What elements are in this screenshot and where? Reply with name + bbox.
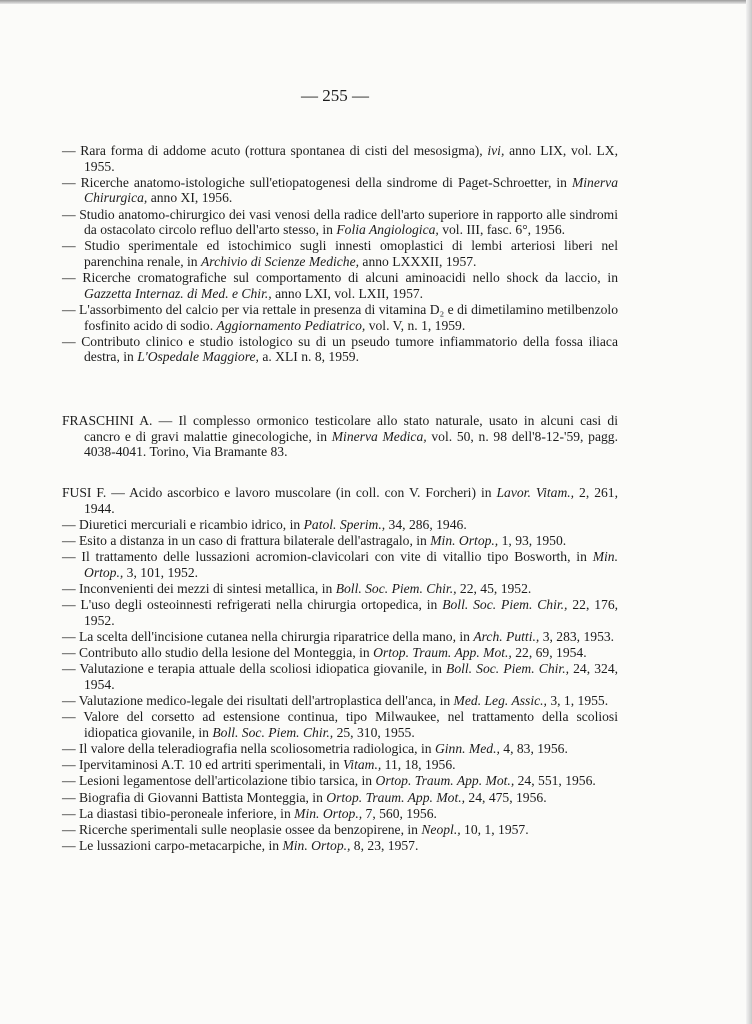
journal-title: Boll. Soc. Piem. Chir., xyxy=(335,580,457,596)
entry-text: — Studio anatomo-chirurgico dei vasi venosi della radice dell'arto superiore in rapporto alle sindromi da ostacolato circolo refluo dell'arto stesso, in xyxy=(62,206,618,238)
journal-title: Boll. Soc. Piem. Chir., xyxy=(446,661,569,677)
bibliography-entry xyxy=(62,238,618,269)
journal-title: Gazzetta Internaz. di Med. e Chir., xyxy=(84,285,272,301)
journal-title: Archivio di Scienze Mediche, xyxy=(201,253,360,269)
entry-text: 8, 23, 1957. xyxy=(350,838,419,854)
scan-top-edge xyxy=(0,0,752,4)
bibliography-section-fraschini xyxy=(62,413,618,460)
entry-text: — Ricerche sperimentali sulle neoplasie ossee da benzopirene, in xyxy=(62,821,422,837)
bibliography-entry xyxy=(62,741,618,757)
entry-text: 24, 475, 1956. xyxy=(465,789,547,805)
entry-text: FRASCHINI A. — Il complesso ormonico testicolare allo stato naturale, usato in alcuni casi di cancro e di gravi malattie ginecologiche, in xyxy=(62,413,618,444)
bibliography-entry xyxy=(62,806,618,822)
bibliography-entry xyxy=(62,693,618,709)
journal-title: Ortop. Traum. App. Mot., xyxy=(373,645,512,661)
journal-title: Aggiornamento Pediatrico, xyxy=(216,317,366,333)
entry-text: — Lesioni legamentose dell'articolazione tibio tarsica, in xyxy=(62,773,376,789)
entry-text: vol. III, fasc. 6°, 1956. xyxy=(438,222,566,238)
journal-title: Arch. Putti., xyxy=(473,628,540,644)
journal-title: Lavor. Vitam., xyxy=(496,485,575,500)
entry-text: 24, 551, 1956. xyxy=(514,773,596,789)
entry-text: 1, 93, 1950. xyxy=(498,532,567,548)
entry-text: — Valore del corsetto ad estensione continua, tipo Milwaukee, nel trattamento della scoliosi idiopatica giovanile, in xyxy=(62,709,618,740)
entry-text: — Contributo clinico e studio istologico su di un pseudo tumore infiammatorio della fossa iliaca destra, in xyxy=(62,333,618,365)
bibliography-entry xyxy=(62,822,618,838)
entry-text: anno LXI, vol. LXII, 1957. xyxy=(271,285,424,301)
entry-text: 11, 18, 1956. xyxy=(381,757,456,773)
journal-title: ivi, xyxy=(487,143,505,158)
journal-title: L'Ospedale Maggiore, xyxy=(137,349,259,365)
entry-text: — Ricerche cromatografiche sul comportamento di alcuni aminoacidi nello shock da laccio, in xyxy=(62,270,618,286)
entry-text: — Il valore della teleradiografia nella scoliosometria radiologica, in xyxy=(62,741,435,757)
bibliography-entry xyxy=(62,709,618,740)
bibliography-entry xyxy=(62,517,618,533)
entry-text: — La diastasi tibio-peroneale inferiore, in xyxy=(62,805,295,821)
bibliography-section xyxy=(62,143,618,365)
bibliography-entry xyxy=(62,143,618,174)
entry-text: — Inconvenienti dei mezzi di sintesi metallica, in xyxy=(62,580,336,596)
journal-title: Min. Ortop., xyxy=(282,838,351,854)
journal-title: Minerva Chirurgica, xyxy=(84,174,618,206)
scan-right-edge xyxy=(746,0,752,1024)
bibliography-entry xyxy=(62,549,618,580)
entry-text: anno XI, 1956. xyxy=(147,190,233,206)
entry-text: 2, 261, 1944. xyxy=(84,485,618,516)
bibliography-entry xyxy=(62,757,618,773)
bibliography-entry xyxy=(62,413,618,460)
journal-title: Med. Leg. Assic., xyxy=(453,693,547,709)
entry-text: — L'uso degli osteoinnesti refrigerati nella chirurgia ortopedica, in xyxy=(62,597,443,613)
bibliography-entry xyxy=(62,661,618,692)
entry-text: — Studio sperimentale ed istochimico sugli innesti omoplastici di lembi arteriosi liberi nel parenchina renale, in xyxy=(62,238,618,269)
bibliography-entry xyxy=(62,838,618,854)
journal-title: Folia Angiologica, xyxy=(336,222,439,238)
bibliography-entry xyxy=(62,175,618,206)
entry-text: 34, 286, 1946. xyxy=(385,516,467,532)
entry-text: — Rara forma di addome acuto (rottura spontanea di cisti del mesosigma), xyxy=(62,143,488,158)
bibliography-entry xyxy=(62,773,618,789)
entry-text: FUSI F. — Acido ascorbico e lavoro muscolare (in coll. con V. Forcheri) in xyxy=(62,485,497,500)
entry-text: 3, 283, 1953. xyxy=(539,628,615,644)
entry-text: — Biografia di Giovanni Battista Monteggia, in xyxy=(62,789,327,805)
journal-title: Min. Ortop., xyxy=(294,805,363,821)
entry-text: 24, 324, 1954. xyxy=(84,661,619,692)
journal-title: Boll. Soc. Piem. Chir., xyxy=(442,597,568,613)
entry-text: vol. V, n. 1, 1959. xyxy=(365,317,466,333)
entry-text: 22, 69, 1954. xyxy=(511,645,587,661)
entry-text: — Esito a distanza in un caso di frattura bilaterale dell'astragalo, in xyxy=(62,532,431,548)
entry-text: — Ricerche anatomo-istologiche sull'etiopatogenesi della sindrome di Paget-Schroetter, in xyxy=(62,174,572,190)
entry-text: — Diuretici mercuriali e ricambio idrico, in xyxy=(62,516,304,532)
journal-title: Minerva Medica, xyxy=(331,428,427,444)
bibliography-section-fusi xyxy=(62,485,618,854)
journal-title: Ortop. Traum. App. Mot., xyxy=(326,789,466,805)
bibliography-entry xyxy=(62,207,618,238)
entry-text: 22, 45, 1952. xyxy=(456,580,532,596)
entry-text: — Valutazione medico-legale dei risultati dell'artroplastica dell'anca, in xyxy=(62,693,454,709)
entry-text: — Contributo allo studio della lesione del Monteggia, in xyxy=(62,645,374,661)
entry-text: a. XLI n. 8, 1959. xyxy=(258,349,360,365)
entry-text: — Ipervitaminosi A.T. 10 ed artriti sperimentali, in xyxy=(62,757,344,773)
journal-title: Patol. Sperim., xyxy=(303,516,386,532)
bibliography-entry xyxy=(62,629,618,645)
entry-text: 22, 176, 1952. xyxy=(84,597,619,628)
bibliography-entry xyxy=(62,334,618,365)
entry-text: anno LIX, vol. LX, 1955. xyxy=(84,143,618,174)
journal-title: Min. Ortop., xyxy=(430,532,499,548)
bibliography-entry xyxy=(62,645,618,661)
bibliography-entry xyxy=(62,597,618,628)
entry-text: 3, 101, 1952. xyxy=(123,564,199,580)
entry-text: — Valutazione e terapia attuale della scoliosi idiopatica giovanile, in xyxy=(62,661,447,677)
entry-text: 10, 1, 1957. xyxy=(460,821,529,837)
entry-text: — L'assorbimento del calcio per via rettale in presenza di vitamina D₂ e di dimetilamino metilbenzolo fosfinito acido di sodio. xyxy=(62,301,618,333)
bibliography-entry xyxy=(62,581,618,597)
journal-title: Min. Ortop., xyxy=(84,549,618,580)
page-number: — 255 — xyxy=(301,86,369,105)
entry-text: — Il trattamento delle lussazioni acromion-clavicolari con vite di vitallio tipo Bosworth, in xyxy=(62,549,593,565)
entry-text: — Le lussazioni carpo-metacarpiche, in xyxy=(62,838,283,854)
journal-title: Ortop. Traum. App. Mot., xyxy=(375,773,515,789)
bibliography-entry xyxy=(62,790,618,806)
entry-text: 7, 560, 1956. xyxy=(362,805,437,821)
journal-title: Vitam., xyxy=(343,757,382,773)
bibliography-entry xyxy=(62,533,618,549)
entry-text: 4, 83, 1956. xyxy=(499,741,568,757)
entry-text: — La scelta dell'incisione cutanea nella chirurgia riparatrice della mano, in xyxy=(62,628,474,644)
entry-text: 25, 310, 1955. xyxy=(333,724,415,740)
journal-title: Neopl., xyxy=(421,821,461,837)
journal-title: Boll. Soc. Piem. Chir., xyxy=(212,724,334,740)
bibliography-entry xyxy=(62,485,618,516)
entry-text: vol. 50, n. 98 dell'8-12-'59, pagg. 4038-4041. Torino, Via Bramante 83. xyxy=(84,428,618,460)
entry-text: 3, 1, 1955. xyxy=(546,693,609,709)
bibliography-entry xyxy=(62,302,618,333)
bibliography-entry xyxy=(62,270,618,301)
entry-text: anno LXXXII, 1957. xyxy=(359,253,477,269)
journal-title: Ginn. Med., xyxy=(434,741,500,757)
